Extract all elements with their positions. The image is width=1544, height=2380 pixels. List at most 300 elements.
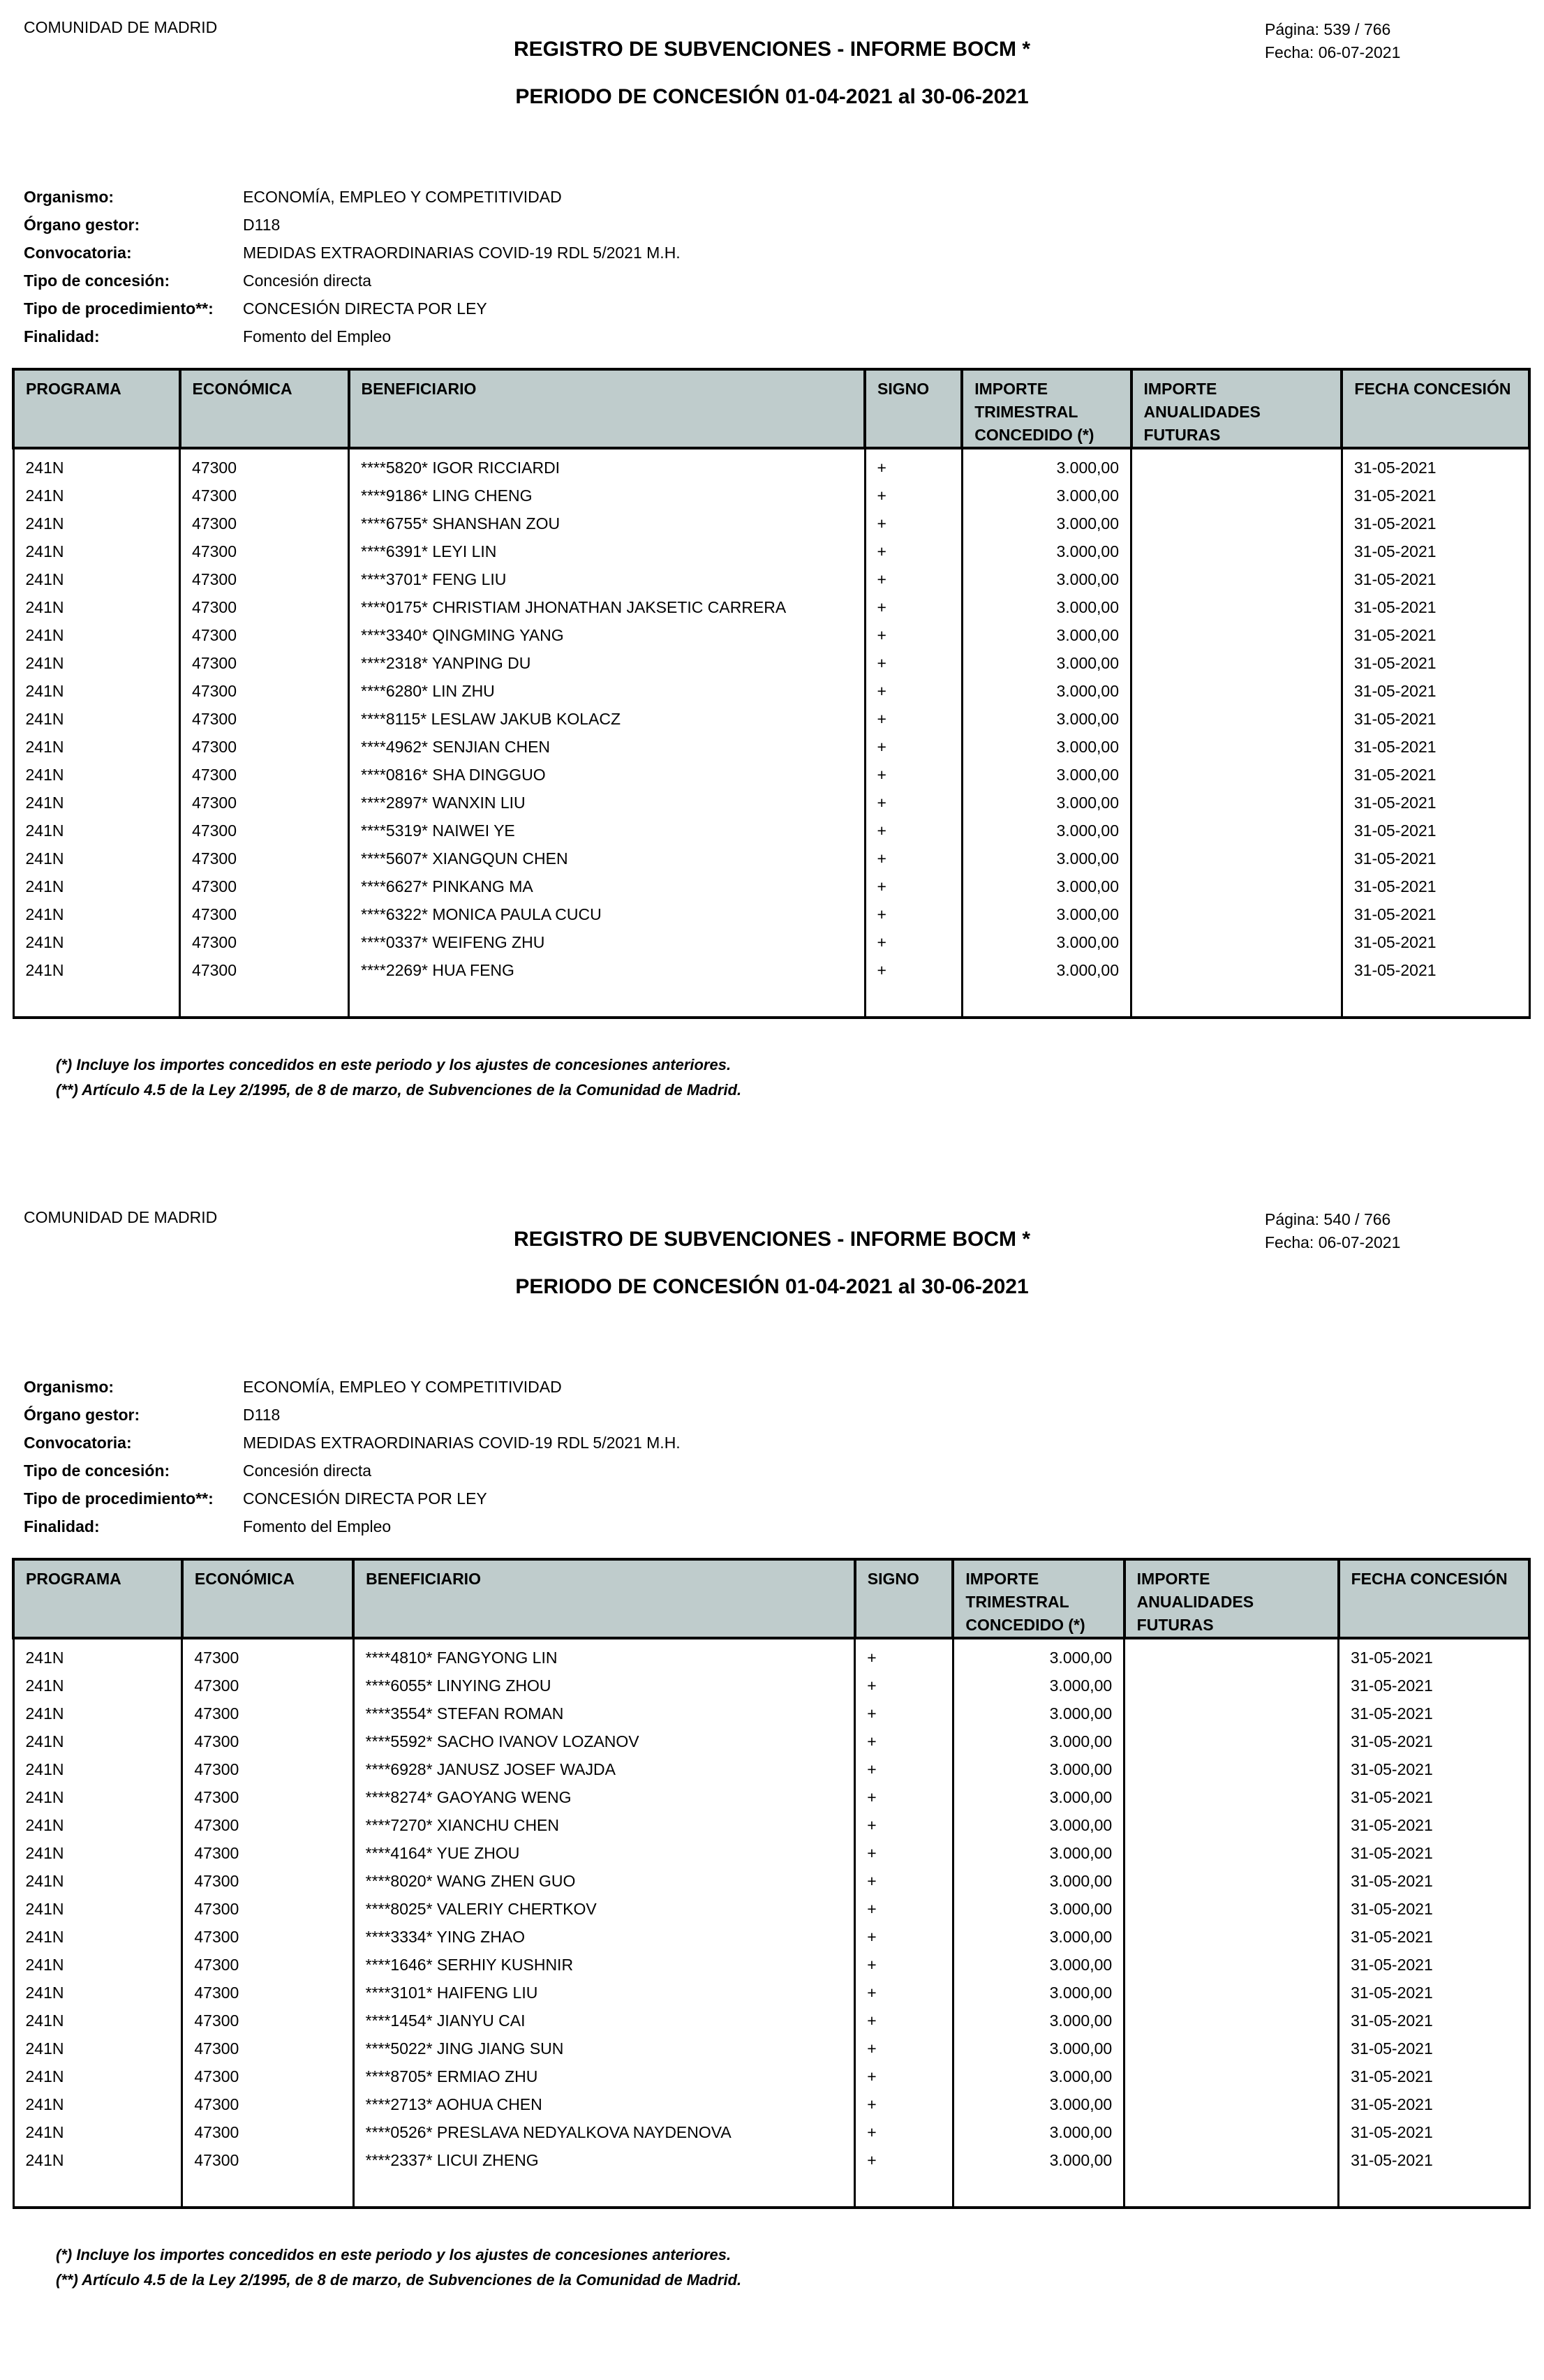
table-cell: 31-05-2021	[1339, 1839, 1529, 1867]
table-cell	[1124, 1638, 1339, 1672]
table-cell	[1131, 928, 1342, 956]
info-label: Finalidad:	[24, 1517, 100, 1535]
table-cell	[1124, 2090, 1339, 2118]
table-row	[13, 448, 1529, 482]
table-cell	[1131, 733, 1342, 761]
page-number: Página: 540 / 766	[1265, 1210, 1391, 1228]
table-cell: 3.000,00	[953, 2146, 1124, 2174]
table-row	[13, 956, 1529, 984]
table-cell: 31-05-2021	[1339, 1700, 1529, 1727]
table-cell: ****5319* NAIWEI YE	[349, 817, 866, 845]
table-cell-empty	[13, 984, 180, 1018]
table-cell: 47300	[182, 1638, 353, 1672]
table-cell: 31-05-2021	[1339, 1951, 1529, 1979]
table-cell	[1131, 621, 1342, 649]
column-header: FECHA CONCESIÓN	[1339, 1559, 1529, 1638]
table-cell: 47300	[180, 956, 349, 984]
table-cell: +	[865, 593, 962, 621]
table-cell	[1131, 817, 1342, 845]
table-cell: 241N	[13, 2062, 182, 2090]
table-cell: 241N	[13, 537, 180, 565]
footnote: (*) Incluye los importes concedidos en este periodo y los ajustes de concesiones anteriores.	[56, 1056, 732, 1073]
info-row	[24, 183, 681, 211]
table-cell: +	[865, 482, 962, 510]
table-cell	[1131, 705, 1342, 733]
table-cell: 241N	[13, 2118, 182, 2146]
table-cell: ****0175* CHRISTIAM JHONATHAN JAKSETIC CARRERA	[349, 593, 866, 621]
table-row	[13, 2146, 1529, 2174]
table-cell: 241N	[13, 872, 180, 900]
info-value: D118	[243, 216, 281, 234]
table-cell: 3.000,00	[962, 649, 1131, 677]
column-header: SIGNO	[865, 369, 962, 448]
table-cell: ****0526* PRESLAVA NEDYALKOVA NAYDENOVA	[353, 2118, 855, 2146]
table-cell: 3.000,00	[962, 448, 1131, 482]
column-header: BENEFICIARIO	[353, 1559, 855, 1638]
table-cell: 241N	[13, 928, 180, 956]
table-cell: 47300	[182, 2090, 353, 2118]
table-cell: 241N	[13, 1755, 182, 1783]
table-spacer-row	[13, 2174, 1529, 2208]
table-cell: ****0337* WEIFENG ZHU	[349, 928, 866, 956]
table-cell	[1124, 2118, 1339, 2146]
table-cell: ****8020* WANG ZHEN GUO	[353, 1867, 855, 1895]
column-header: IMPORTE ANUALIDADES FUTURAS	[1131, 369, 1342, 448]
table-cell: 31-05-2021	[1339, 1783, 1529, 1811]
table-cell: 241N	[13, 649, 180, 677]
column-header: PROGRAMA	[13, 369, 180, 448]
info-label: Órgano gestor:	[24, 216, 140, 234]
table-cell: 241N	[13, 1783, 182, 1811]
table-cell: 3.000,00	[953, 2007, 1124, 2035]
table-cell: ****5022* JING JIANG SUN	[353, 2035, 855, 2062]
table-cell	[1131, 872, 1342, 900]
table-cell: 241N	[13, 1700, 182, 1727]
table-cell: 241N	[13, 817, 180, 845]
table-cell	[1131, 845, 1342, 872]
table-cell: ****7270* XIANCHU CHEN	[353, 1811, 855, 1839]
table-cell: 31-05-2021	[1342, 761, 1529, 789]
info-row	[24, 295, 681, 322]
table-cell: 47300	[180, 900, 349, 928]
table-cell: +	[855, 1979, 953, 2007]
table-cell: 31-05-2021	[1342, 649, 1529, 677]
table-cell: 3.000,00	[962, 817, 1131, 845]
table-cell-empty	[353, 2174, 855, 2208]
table-cell: +	[855, 1811, 953, 1839]
info-row	[24, 1457, 681, 1485]
table-cell: 3.000,00	[962, 761, 1131, 789]
info-label: Organismo:	[24, 1378, 114, 1396]
info-row	[24, 211, 681, 239]
table-cell: 31-05-2021	[1339, 1811, 1529, 1839]
table-cell: 31-05-2021	[1342, 510, 1529, 537]
table-cell: +	[855, 1700, 953, 1727]
table-row	[13, 1811, 1529, 1839]
table-cell: 31-05-2021	[1342, 789, 1529, 817]
table-cell: ****3701* FENG LIU	[349, 565, 866, 593]
info-row	[24, 322, 681, 350]
table-row	[13, 1672, 1529, 1700]
table-cell: +	[865, 621, 962, 649]
table-cell: 241N	[13, 1951, 182, 1979]
table-cell: 47300	[182, 2062, 353, 2090]
table-cell: ****8025* VALERIY CHERTKOV	[353, 1895, 855, 1923]
table-cell	[1131, 448, 1342, 482]
table-cell: 31-05-2021	[1342, 845, 1529, 872]
table-cell: 31-05-2021	[1342, 705, 1529, 733]
table-cell: 241N	[13, 2090, 182, 2118]
table-cell: 31-05-2021	[1339, 1727, 1529, 1755]
table-cell: +	[855, 1672, 953, 1700]
info-label: Organismo:	[24, 188, 114, 206]
table-cell: 3.000,00	[962, 565, 1131, 593]
table-cell: 241N	[13, 1895, 182, 1923]
table-cell: +	[865, 733, 962, 761]
table-cell: 31-05-2021	[1342, 448, 1529, 482]
table-cell: 241N	[13, 2035, 182, 2062]
info-row	[24, 1512, 681, 1540]
info-value: ECONOMÍA, EMPLEO Y COMPETITIVIDAD	[243, 188, 562, 206]
table-cell: ****4164* YUE ZHOU	[353, 1839, 855, 1867]
table-header-row	[13, 1559, 1529, 1638]
table-cell: 31-05-2021	[1339, 2118, 1529, 2146]
table-row	[13, 789, 1529, 817]
table-cell: ****5820* IGOR RICCIARDI	[349, 448, 866, 482]
table-cell	[1124, 1811, 1339, 1839]
table-cell: +	[855, 1755, 953, 1783]
table-cell	[1131, 510, 1342, 537]
table-cell: +	[865, 761, 962, 789]
table-cell: 31-05-2021	[1342, 928, 1529, 956]
grants-table	[12, 1558, 1531, 2209]
table-cell: 241N	[13, 1727, 182, 1755]
table-row	[13, 2035, 1529, 2062]
table-cell: 241N	[13, 1672, 182, 1700]
table-cell: ****1454* JIANYU CAI	[353, 2007, 855, 2035]
table-cell: 47300	[182, 1755, 353, 1783]
table-row	[13, 761, 1529, 789]
table-cell: 31-05-2021	[1342, 872, 1529, 900]
table-cell: 47300	[180, 537, 349, 565]
table-cell: +	[865, 872, 962, 900]
table-cell: ****6322* MONICA PAULA CUCU	[349, 900, 866, 928]
info-row	[24, 1373, 681, 1401]
column-header: SIGNO	[855, 1559, 953, 1638]
table-cell	[1131, 677, 1342, 705]
table-row	[13, 1923, 1529, 1951]
table-cell: ****8705* ERMIAO ZHU	[353, 2062, 855, 2090]
table-cell: 31-05-2021	[1342, 733, 1529, 761]
table-cell-empty	[865, 984, 962, 1018]
column-header: PROGRAMA	[13, 1559, 182, 1638]
table-cell: 3.000,00	[953, 1979, 1124, 2007]
info-value: MEDIDAS EXTRAORDINARIAS COVID-19 RDL 5/2021 M.H.	[243, 1434, 681, 1452]
table-row	[13, 2007, 1529, 2035]
table-cell: 47300	[180, 789, 349, 817]
table-row	[13, 872, 1529, 900]
table-cell: 241N	[13, 621, 180, 649]
table-row	[13, 1867, 1529, 1895]
table-row	[13, 845, 1529, 872]
table-cell: 3.000,00	[962, 510, 1131, 537]
table-cell: ****3340* QINGMING YANG	[349, 621, 866, 649]
table-cell: ****8115* LESLAW JAKUB KOLACZ	[349, 705, 866, 733]
info-row	[24, 239, 681, 267]
table-cell: 3.000,00	[953, 2090, 1124, 2118]
info-value: D118	[243, 1406, 281, 1424]
table-cell: 3.000,00	[962, 593, 1131, 621]
report-page	[0, 1190, 1544, 2380]
table-cell: ****2269* HUA FENG	[349, 956, 866, 984]
table-cell: 31-05-2021	[1342, 593, 1529, 621]
info-value: Fomento del Empleo	[243, 327, 392, 345]
table-row	[13, 565, 1529, 593]
table-cell-empty	[1131, 984, 1342, 1018]
info-value: ECONOMÍA, EMPLEO Y COMPETITIVIDAD	[243, 1378, 562, 1396]
table-cell: 3.000,00	[953, 1755, 1124, 1783]
table-cell: 241N	[13, 2146, 182, 2174]
table-cell: 241N	[13, 845, 180, 872]
info-label: Convocatoria:	[24, 244, 132, 262]
table-cell: 241N	[13, 448, 180, 482]
table-row	[13, 1951, 1529, 1979]
table-cell: +	[855, 1727, 953, 1755]
report-title: REGISTRO DE SUBVENCIONES - INFORME BOCM *	[513, 38, 1031, 61]
table-cell: 47300	[182, 1895, 353, 1923]
table-cell: 31-05-2021	[1339, 1867, 1529, 1895]
table-cell: 3.000,00	[962, 872, 1131, 900]
table-cell: 3.000,00	[962, 482, 1131, 510]
info-row	[24, 1401, 681, 1429]
table-row	[13, 817, 1529, 845]
table-cell: 3.000,00	[953, 2035, 1124, 2062]
table-cell: 3.000,00	[962, 705, 1131, 733]
table-cell: ****3554* STEFAN ROMAN	[353, 1700, 855, 1727]
table-cell	[1124, 1700, 1339, 1727]
table-row	[13, 1839, 1529, 1867]
table-cell: +	[865, 817, 962, 845]
info-label: Finalidad:	[24, 327, 100, 345]
table-cell-empty	[962, 984, 1131, 1018]
table-cell-empty	[1342, 984, 1529, 1018]
table-cell: 31-05-2021	[1339, 2062, 1529, 2090]
table-cell	[1124, 1783, 1339, 1811]
table-cell: 47300	[180, 621, 349, 649]
table-cell: 47300	[180, 928, 349, 956]
table-cell-empty	[953, 2174, 1124, 2208]
table-cell-empty	[180, 984, 349, 1018]
info-value: Concesión directa	[243, 272, 372, 290]
table-cell-empty	[1124, 2174, 1339, 2208]
footnote: (**) Artículo 4.5 de la Ley 2/1995, de 8 de marzo, de Subvenciones de la Comunidad de Madrid.	[56, 2271, 742, 2289]
organization-name: COMUNIDAD DE MADRID	[24, 1208, 218, 1226]
table-cell: ****3101* HAIFENG LIU	[353, 1979, 855, 2007]
table-cell: 3.000,00	[962, 900, 1131, 928]
table-row	[13, 621, 1529, 649]
table-cell: 31-05-2021	[1339, 1895, 1529, 1923]
table-cell: 3.000,00	[953, 1672, 1124, 1700]
table-cell	[1124, 1895, 1339, 1923]
table-cell: ****8274* GAOYANG WENG	[353, 1783, 855, 1811]
footnote: (**) Artículo 4.5 de la Ley 2/1995, de 8 de marzo, de Subvenciones de la Comunidad de Madrid.	[56, 1081, 742, 1099]
table-cell: 47300	[180, 593, 349, 621]
table-cell: 3.000,00	[953, 2062, 1124, 2090]
column-header: BENEFICIARIO	[349, 369, 866, 448]
info-row	[24, 1485, 681, 1512]
info-value: CONCESIÓN DIRECTA POR LEY	[243, 299, 487, 318]
table-cell: 3.000,00	[962, 928, 1131, 956]
table-cell: ****6391* LEYI LIN	[349, 537, 866, 565]
table-cell: 3.000,00	[953, 1700, 1124, 1727]
table-cell: 3.000,00	[953, 1923, 1124, 1951]
table-cell: 47300	[180, 565, 349, 593]
info-value: Concesión directa	[243, 1462, 372, 1480]
table-cell: 3.000,00	[953, 1895, 1124, 1923]
table-cell-empty	[349, 984, 866, 1018]
table-cell: 241N	[13, 677, 180, 705]
table-cell: 47300	[182, 1727, 353, 1755]
table-cell: 3.000,00	[953, 2118, 1124, 2146]
footnotes	[56, 1053, 741, 1103]
table-row	[13, 900, 1529, 928]
info-row	[24, 267, 681, 295]
table-cell: 31-05-2021	[1339, 1672, 1529, 1700]
table-cell	[1131, 956, 1342, 984]
info-value: Fomento del Empleo	[243, 1517, 392, 1535]
table-cell: 31-05-2021	[1339, 2146, 1529, 2174]
table-cell: 47300	[180, 845, 349, 872]
table-cell: +	[865, 705, 962, 733]
table-cell	[1131, 789, 1342, 817]
table-cell: 241N	[13, 593, 180, 621]
report-date: Fecha: 06-07-2021	[1265, 1233, 1401, 1251]
column-header: IMPORTE TRIMESTRAL CONCEDIDO (*)	[962, 369, 1131, 448]
table-row	[13, 1700, 1529, 1727]
table-row	[13, 705, 1529, 733]
column-header: ECONÓMICA	[182, 1559, 353, 1638]
table-cell: 241N	[13, 956, 180, 984]
table-cell: 31-05-2021	[1342, 956, 1529, 984]
table-cell: 47300	[182, 1923, 353, 1951]
table-row	[13, 1783, 1529, 1811]
table-cell: ****6055* LINYING ZHOU	[353, 1672, 855, 1700]
table-cell: +	[855, 2007, 953, 2035]
table-cell: +	[855, 1895, 953, 1923]
table-cell: ****9186* LING CHENG	[349, 482, 866, 510]
table-cell: ****0816* SHA DINGGUO	[349, 761, 866, 789]
table-row	[13, 510, 1529, 537]
table-cell: ****6928* JANUSZ JOSEF WAJDA	[353, 1755, 855, 1783]
table-cell: 241N	[13, 1638, 182, 1672]
table-cell	[1124, 1755, 1339, 1783]
table-cell: 241N	[13, 1839, 182, 1867]
table-cell: 3.000,00	[953, 1811, 1124, 1839]
table-cell: 31-05-2021	[1339, 1755, 1529, 1783]
table-row	[13, 677, 1529, 705]
table-row	[13, 733, 1529, 761]
info-block	[24, 183, 681, 350]
table-cell: 3.000,00	[953, 1867, 1124, 1895]
info-label: Tipo de concesión:	[24, 1462, 170, 1480]
period-title: PERIODO DE CONCESIÓN 01-04-2021 al 30-06-2021	[515, 1275, 1029, 1298]
table-cell: +	[855, 1783, 953, 1811]
table-cell: 241N	[13, 482, 180, 510]
table-row	[13, 1979, 1529, 2007]
table-cell: ****3334* YING ZHAO	[353, 1923, 855, 1951]
table-cell: +	[865, 845, 962, 872]
table-cell-empty	[1339, 2174, 1529, 2208]
info-label: Convocatoria:	[24, 1434, 132, 1452]
column-header: ECONÓMICA	[180, 369, 349, 448]
table-cell: 47300	[182, 1839, 353, 1867]
table-cell: 241N	[13, 733, 180, 761]
table-cell: 31-05-2021	[1339, 2007, 1529, 2035]
table-cell: ****2897* WANXIN LIU	[349, 789, 866, 817]
table-cell	[1124, 2146, 1339, 2174]
table-cell: 47300	[182, 2146, 353, 2174]
table-cell: +	[855, 2118, 953, 2146]
table-cell	[1124, 2007, 1339, 2035]
table-cell	[1131, 565, 1342, 593]
table-cell: +	[855, 1638, 953, 1672]
table-cell	[1131, 649, 1342, 677]
table-cell: ****5607* XIANGQUN CHEN	[349, 845, 866, 872]
table-row	[13, 2118, 1529, 2146]
table-cell: 31-05-2021	[1339, 1923, 1529, 1951]
table-cell: 47300	[182, 1867, 353, 1895]
table-row	[13, 593, 1529, 621]
table-cell: 31-05-2021	[1339, 2035, 1529, 2062]
info-label: Tipo de procedimiento**:	[24, 299, 214, 318]
page-info	[1265, 18, 1400, 64]
table-cell: 47300	[182, 2035, 353, 2062]
table-cell: 241N	[13, 2007, 182, 2035]
table-cell: 241N	[13, 1923, 182, 1951]
table-cell: 241N	[13, 1979, 182, 2007]
organization-name: COMUNIDAD DE MADRID	[24, 18, 218, 36]
table-cell: 31-05-2021	[1339, 1638, 1529, 1672]
table-cell: +	[865, 900, 962, 928]
table-row	[13, 649, 1529, 677]
table-cell: 3.000,00	[953, 1839, 1124, 1867]
table-cell	[1124, 2035, 1339, 2062]
table-cell: 47300	[180, 677, 349, 705]
table-cell: +	[855, 1923, 953, 1951]
info-block	[24, 1373, 681, 1540]
table-cell	[1124, 2062, 1339, 2090]
info-label: Tipo de concesión:	[24, 272, 170, 290]
table-cell	[1131, 593, 1342, 621]
table-cell	[1124, 1727, 1339, 1755]
table-cell: ****1646* SERHIY KUSHNIR	[353, 1951, 855, 1979]
info-value: CONCESIÓN DIRECTA POR LEY	[243, 1489, 487, 1508]
table-cell: 31-05-2021	[1342, 537, 1529, 565]
page-info	[1265, 1208, 1400, 1254]
table-cell: 3.000,00	[962, 733, 1131, 761]
table-cell: +	[865, 677, 962, 705]
table-cell: +	[855, 2090, 953, 2118]
table-cell: +	[865, 956, 962, 984]
table-cell: 31-05-2021	[1342, 565, 1529, 593]
table-cell: ****4810* FANGYONG LIN	[353, 1638, 855, 1672]
table-cell: 47300	[182, 1951, 353, 1979]
table-cell: 47300	[180, 448, 349, 482]
table-cell: 47300	[180, 482, 349, 510]
table-cell: 31-05-2021	[1342, 677, 1529, 705]
table-cell-empty	[182, 2174, 353, 2208]
footnotes	[56, 2243, 741, 2293]
